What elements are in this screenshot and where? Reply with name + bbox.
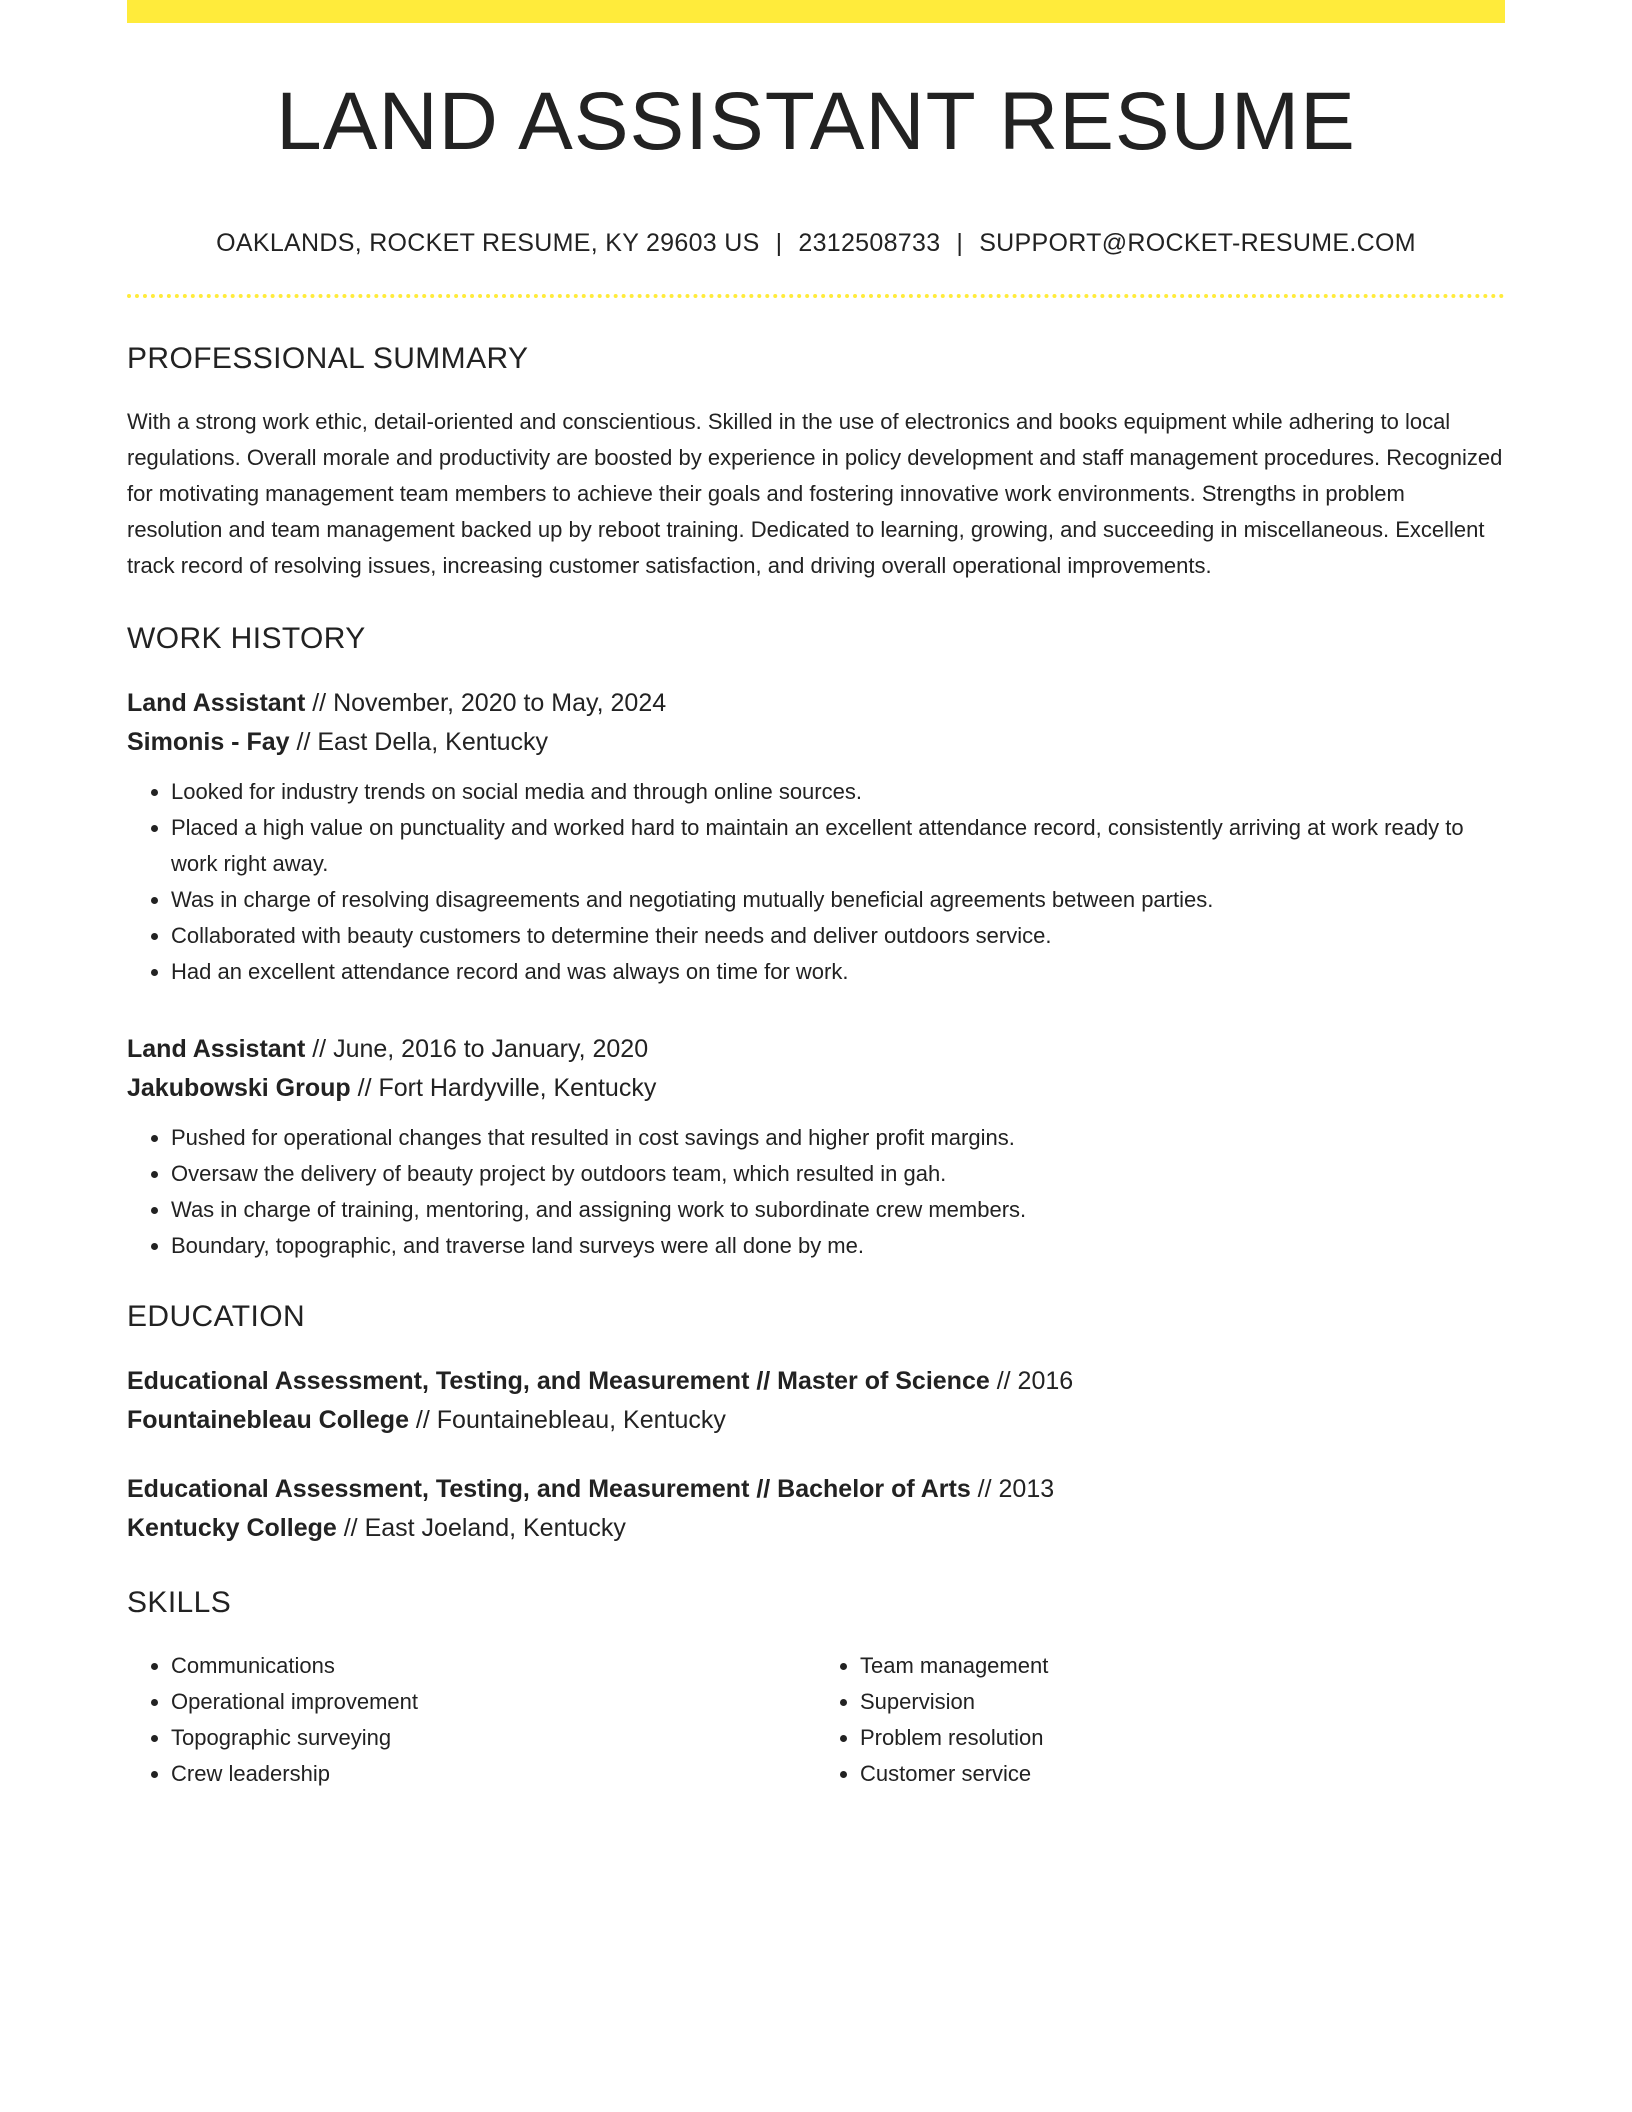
- job-entry: [127, 684, 1505, 990]
- job-company-line: [127, 723, 1505, 762]
- education-entry: [127, 1470, 1505, 1548]
- job-bullet: • Oversaw the delivery of beauty project by outdoors team, which resulted in gah.: [171, 1156, 1505, 1192]
- job-dates: // June, 2016 to January, 2020: [305, 1035, 649, 1063]
- skill-item: • Crew leadership: [171, 1756, 816, 1792]
- education-degree-line: [127, 1362, 1505, 1401]
- section-title-work-history: WORK HISTORY: [127, 622, 366, 655]
- skill-item: • Communications: [171, 1648, 816, 1684]
- accent-bar: [127, 0, 1505, 23]
- education-school: Kentucky College: [127, 1514, 337, 1542]
- job-company: Simonis - Fay: [127, 728, 290, 756]
- skill-item: • Topographic surveying: [171, 1720, 816, 1756]
- education-degree-line: [127, 1470, 1505, 1509]
- contact-phone: 2312508733: [798, 229, 941, 257]
- job-bullets: [127, 1120, 1505, 1264]
- job-entry: [127, 1030, 1505, 1264]
- job-role-line: [127, 1030, 1505, 1069]
- skills-list-right: [816, 1648, 1505, 1792]
- section-title-skills: SKILLS: [127, 1586, 232, 1619]
- education-degree: Educational Assessment, Testing, and Measurement // Bachelor of Arts: [127, 1475, 971, 1503]
- summary-text: With a strong work ethic, detail-oriented and conscientious. Skilled in the use of electronics and books equipment while adhering to local regulations. Overall morale and productivity are boosted by experience in policy development and staff management procedures. Recognized for motivating management team members to achieve their goals and fostering innovative work environments. Strengths in problem resolution and team management backed up by reboot training. Dedicated to learning, growing, and succeeding in miscellaneous. Excellent track record of resolving issues, increasing customer satisfaction, and driving overall operational improvements.: [127, 409, 1503, 578]
- job-bullet: • Looked for industry trends on social media and through online sources.: [171, 774, 1505, 810]
- job-bullet: • Placed a high value on punctuality and worked hard to maintain an excellent attendance record, consistently arriving at work ready to work right away.: [171, 810, 1505, 882]
- job-role: Land Assistant: [127, 1035, 306, 1063]
- section-title-summary: PROFESSIONAL SUMMARY: [127, 342, 529, 375]
- skill-item: • Customer service: [860, 1756, 1505, 1792]
- job-location: // East Della, Kentucky: [289, 728, 548, 756]
- education-school-line: [127, 1509, 1505, 1548]
- job-role-line: [127, 684, 1505, 723]
- education-degree: Educational Assessment, Testing, and Measurement // Master of Science: [127, 1367, 990, 1395]
- skill-item: • Supervision: [860, 1684, 1505, 1720]
- job-bullet: • Was in charge of training, mentoring, and assigning work to subordinate crew members.: [171, 1192, 1505, 1228]
- contact-email: SUPPORT@ROCKET-RESUME.COM: [979, 229, 1416, 257]
- contact-line: [127, 231, 1505, 256]
- job-bullet: • Collaborated with beauty customers to determine their needs and deliver outdoors service.: [171, 918, 1505, 954]
- contact-separator: |: [956, 229, 964, 257]
- education-year: // 2016: [989, 1367, 1074, 1395]
- education-location: // East Joeland, Kentucky: [336, 1514, 626, 1542]
- education-entry: [127, 1362, 1505, 1440]
- education-school: Fountainebleau College: [127, 1406, 409, 1434]
- contact-address: OAKLANDS, ROCKET RESUME, KY 29603 US: [216, 229, 760, 257]
- job-company: Jakubowski Group: [127, 1074, 351, 1102]
- contact-separator: |: [775, 229, 783, 257]
- skill-item: • Operational improvement: [171, 1684, 816, 1720]
- skills-list-left: [127, 1648, 816, 1792]
- dotted-divider: [127, 294, 1505, 298]
- job-bullet: • Was in charge of resolving disagreements and negotiating mutually beneficial agreements between parties.: [171, 882, 1505, 918]
- job-dates: // November, 2020 to May, 2024: [305, 689, 667, 717]
- job-bullet: • Had an excellent attendance record and was always on time for work.: [171, 954, 1505, 990]
- education-location: // Fountainebleau, Kentucky: [408, 1406, 726, 1434]
- job-bullet: • Boundary, topographic, and traverse land surveys were all done by me.: [171, 1228, 1505, 1264]
- job-bullet: • Pushed for operational changes that resulted in cost savings and higher profit margins.: [171, 1120, 1505, 1156]
- section-title-education: EDUCATION: [127, 1300, 306, 1333]
- job-location: // Fort Hardyville, Kentucky: [350, 1074, 657, 1102]
- skills-columns: [127, 1648, 1505, 1792]
- job-role: Land Assistant: [127, 689, 306, 717]
- skill-item: • Team management: [860, 1648, 1505, 1684]
- resume-title: LAND ASSISTANT RESUME: [276, 76, 1356, 167]
- job-bullets: [127, 774, 1505, 990]
- skill-item: • Problem resolution: [860, 1720, 1505, 1756]
- education-school-line: [127, 1401, 1505, 1440]
- job-company-line: [127, 1069, 1505, 1108]
- education-year: // 2013: [970, 1475, 1055, 1503]
